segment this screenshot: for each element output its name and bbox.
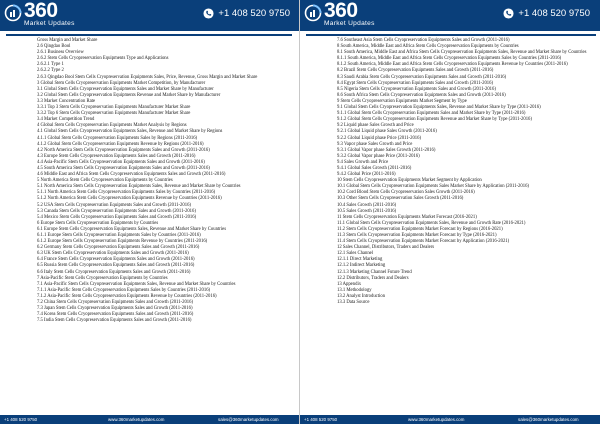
header-phone[interactable] [503,8,590,19]
toc-entry: 4.1.1 Global Stem Cells Cryopreservation Equipments Sales by Regions (2011-2016) [37,135,198,141]
toc-entry: 13.2 Analyst Introduction [337,293,386,299]
footer-email[interactable]: sales@360marketupdates.com [518,417,579,422]
toc-entry: 13.1 Methodology [337,287,372,293]
header-phone[interactable] [203,8,290,19]
toc-entry: 13.3 Data Source [337,300,370,306]
toc-entry: 2.6.3 Qingdao Bool Stem Cells Cryopreservation Equipments Sales, Price, Revenue, Gross Margin and Market Share [37,74,258,80]
toc-entry: 7 Asia-Pacific Stem Cells Cryopreservation Equipments by Countries [37,275,168,281]
toc-entry: 9.2 Liquid phase Sales Growth and Price [337,123,414,129]
toc-entry: 8.1.1 South America, Middle East and Africa Stem Cells Cryopreservation Equipments Sales by Countries (2011-2016) [337,56,562,62]
toc-entry: 3.4 Market Competition Trend [37,117,95,123]
toc-entry: 7.1.2 Asia-Pacific Stem Cells Cryopreservation Equipments Revenue by Countries (2011-2016) [37,293,217,299]
toc-entry: 5.1 North America Stem Cells Cryopreservation Equipments Sales, Revenue and Market Share by Countries [37,184,241,190]
right-page [300,0,600,424]
logo-mark-icon [304,4,322,22]
toc-entry: 10.3 Other Stem Cells Cryopreservation Sales Growth (2011-2016) [337,196,464,202]
page-header [300,0,600,31]
toc-entry: 7.4 Korea Stem Cells Cryopreservation Equipments Sales and Growth (2011-2016) [37,312,194,318]
toc-entry: 9.4.1 Global Sales Growth (2011-2016) [337,165,412,171]
phone-number: +1 408 520 9750 [218,8,290,19]
toc-entry: 7.3 Japan Stem Cells Cryopreservation Equipments Sales and Growth (2011-2016) [37,306,193,312]
table-of-contents [37,38,287,324]
logo-mark-icon [4,4,22,22]
toc-entry: 4.3 Europe Stem Cells Cryopreservation Equipments Sales and Growth (2011-2016) [37,153,196,159]
toc-entry: Gross Margin and Market Share [37,38,98,43]
page-footer [300,415,600,424]
footer-website[interactable]: www.360marketupdates.com [108,417,165,422]
toc-entry: 5.2 USA Stem Cells Cryopreservation Equipments Sales and Growth (2011-2016) [37,202,191,208]
toc-entry: 2.6 Qingdao Bool [37,44,71,50]
toc-entry: 12.1.2 Indirect Marketing [337,263,386,269]
toc-entry: 3 Global Stem Cells Cryopreservation Equipments Market Competition, by Manufacturer [37,80,206,86]
toc-entry: 6.1 Europe Stem Cells Cryopreservation Equipments Sales, Revenue and Market Share by Countries [37,226,227,232]
company-logo [304,2,388,29]
toc-entry: 8.3 Saudi Arabia Stem Cells Cryopreservation Equipments Sales and Growth (2011-2016) [337,74,507,80]
toc-entry: 12.1.1 Direct Marketing [337,257,383,263]
footer-website[interactable]: www.360marketupdates.com [408,417,465,422]
footer-phone[interactable]: +1 408 520 9750 [4,417,38,422]
page-footer [0,415,300,424]
toc-entry: 3.3.1 Top 3 Stem Cells Cryopreservation Equipments Manufacturer Market Share [37,105,191,111]
toc-entry: 11.4 Stem Cells Cryopreservation Equipments Market Forecast by Application (2016-2021) [337,239,510,245]
toc-entry: 11 Stem Cells Cryopreservation Equipments Market Forecast (2016-2021) [337,214,477,220]
toc-entry: 9.3 Vapor phase Sales Growth and Price [337,141,413,147]
logo-number: 360 [24,0,58,22]
toc-entry: 6.3 UK Stem Cells Cryopreservation Equipments Sales and Growth (2011-2016) [37,251,189,257]
toc-entry: 9.4 Sales Growth and Price [337,159,389,165]
toc-entry: 7.1.1 Asia-Pacific Stem Cells Cryopreservation Equipments Sales by Countries (2011-2016) [37,287,211,293]
toc-entry: 6.1.1 Europe Stem Cells Cryopreservation Equipments Sales by Countries (2011-2016) [37,233,201,238]
toc-entry: 9.3.1 Global Vapor phase Sales Growth (2011-2016) [337,147,436,153]
toc-entry: 2.6.2.1 Type 1 [37,62,64,68]
toc-entry: 5.3 Canada Stem Cells Cryopreservation Equipments Sales and Growth (2011-2016) [37,208,196,214]
toc-entry: 7.1 Asia-Pacific Stem Cells Cryopreservation Equipments Sales, Revenue and Market Share by Countries [37,281,236,287]
toc-entry: 7.2 China Stem Cells Cryopreservation Equipments Sales and Growth (2011-2016) [37,300,194,306]
toc-entry: 3.3.2 Top 6 Stem Cells Cryopreservation Equipments Manufacturer Market Share [37,111,191,117]
header-divider [306,34,596,36]
logo-text: Market Updates [24,20,75,27]
toc-entry: 4.6 Middle East and Africa Stem Cells Cryopreservation Equipments Sales and Growth (2011-2016) [37,172,226,178]
logo-number: 360 [324,0,358,22]
toc-entry: 6.1.2 Europe Stem Cells Cryopreservation Equipments Revenue by Countries (2011-2016) [37,239,208,245]
toc-entry: 6.2 Germany Stem Cells Cryopreservation Equipments Sales and Growth (2011-2016) [37,245,200,251]
toc-entry: 12.2 Distributors, Traders and Dealers [337,275,409,281]
toc-entry: 2.6.1 Business Overview [37,50,84,56]
toc-entry: 9.2.2 Global Liquid phase Price (2011-2016) [337,135,422,141]
toc-entry: 8.4 Egypt Stem Cells Cryopreservation Equipments Sales and Growth (2011-2016) [337,80,494,86]
toc-entry: 5.1.2 North America Stem Cells Cryopreservation Equipments Revenue by Countries (2011-2016) [37,196,222,202]
toc-entry: 10 Stem Cells Cryopreservation Equipments Market Segment by Application [337,178,482,184]
toc-entry: 4.2 North America Stem Cells Cryopreservation Equipments Sales and Growth (2011-2016) [37,147,210,153]
toc-entry: 6.5 Russia Stem Cells Cryopreservation Equipments Sales and Growth (2011-2016) [37,263,195,269]
toc-entry: 5 North America Stem Cells Cryopreservation Equipments by Countries [37,178,173,184]
toc-entry: 3.1 Global Stem Cells Cryopreservation Equipments Sales and Market Share by Manufacturer [37,86,214,92]
toc-entry: 9 Stem Cells Cryopreservation Equipments Market Segment by Type [337,98,467,104]
footer-phone[interactable]: +1 408 520 9750 [304,417,338,422]
toc-entry: 9.1 Global Stem Cells Cryopreservation Equipments Sales, Revenue and Market Share by Type (2011-2016) [337,105,541,111]
phone-number: +1 408 520 9750 [518,8,590,19]
logo-text: Market Updates [324,20,375,27]
toc-entry: 12 Sales Channel, Distributors, Traders and Dealers [337,245,435,251]
toc-entry: 6 Europe Stem Cells Cryopreservation Equipments by Countries [37,220,159,226]
toc-entry: 8.5 Nigeria Stem Cells Cryopreservation Equipments Sales and Growth (2011-2016) [337,86,496,92]
phone-icon [203,8,214,19]
toc-entry: 2.6.2.2 Type 2 [37,68,64,74]
toc-entry: 9.1.1 Global Stem Cells Cryopreservation Equipments Sales and Market Share by Type (2011-2016) [337,111,526,117]
toc-entry: 7.5 India Stem Cells Cryopreservation Equipments Sales and Growth (2011-2016) [37,318,192,324]
toc-entry: 9.3.2 Global Vapor phase Price (2011-2016) [337,153,420,159]
toc-entry: 8.1 South America, Middle East and Africa Stem Cells Cryopreservation Equipments Sales, Revenue and Market Share by Countries [337,50,587,56]
company-logo [4,2,88,29]
toc-entry: 8 South America, Middle East and Africa Stem Cells Cryopreservation Equipments by Countries [337,44,519,50]
page-header [0,0,300,31]
toc-entry: 6.4 France Stem Cells Cryopreservation Equipments Sales and Growth (2011-2016) [37,257,195,263]
toc-entry: 13 Appendix [337,281,362,287]
table-of-contents [337,38,587,306]
phone-icon [503,8,514,19]
toc-entry: 6.6 Italy Stem Cells Cryopreservation Equipments Sales and Growth (2011-2016) [37,269,191,275]
footer-email[interactable]: sales@360marketupdates.com [218,417,279,422]
toc-entry: 4.1.2 Global Stem Cells Cryopreservation Equipments Revenue by Regions (2011-2016) [37,141,204,147]
toc-entry: 11.2 Stem Cells Cryopreservation Equipments Market Forecast by Regions (2016-2021) [337,226,503,232]
toc-entry: 4.5 South America Stem Cells Cryopreservation Equipments Sales and Growth (2011-2016) [37,165,210,171]
toc-entry: 9.1.2 Global Stem Cells Cryopreservation Equipments Revenue and Market Share by Type (2011-2016) [337,117,532,123]
toc-entry: 5.4 Mexico Stem Cells Cryopreservation Equipments Sales and Growth (2011-2016) [37,214,197,220]
toc-entry: 3.2 Global Stem Cells Cryopreservation Equipments Revenue and Market Share by Manufacturer [37,92,221,98]
toc-entry: 4.4 Asia-Pacific Stem Cells Cryopreservation Equipments Sales and Growth (2011-2016) [37,159,205,165]
header-divider [6,34,292,36]
toc-entry: 10.1 Global Stem Cells Cryopreservation Equipments Sales Market Share by Application (2011-2016) [337,184,529,190]
toc-entry: 7.6 Southeast Asia Stem Cells Cryopreservation Equipments Sales and Growth (2011-2016) [337,38,510,43]
toc-entry: 12.1.3 Marketing Channel Future Trend [337,269,412,275]
toc-entry: 5.1.1 North America Stem Cells Cryopreservation Equipments Sales by Countries (2011-2016) [37,190,216,196]
toc-entry: 11.1 Global Stem Cells Cryopreservation Equipments Sales, Revenue and Growth Rate (2016-2021) [337,220,526,226]
toc-entry: 10.5 Sales Growth (2011-2016) [337,208,397,214]
toc-entry: 3.3 Market Concentration Rate [37,98,96,104]
toc-entry: 11.3 Stem Cells Cryopreservation Equipments Market Forecast by Type (2016-2021) [337,233,497,238]
toc-entry: 4.1 Global Stem Cells Cryopreservation Equipments Sales, Revenue and Market Share by Regions [37,129,223,135]
toc-entry: 9.2.1 Global Liquid phase Sales Growth (2011-2016) [337,129,437,135]
toc-entry: 10.4 Sales Growth (2011-2016) [337,202,397,208]
toc-entry: 4 Global Stem Cells Cryopreservation Equipments Market Analysis by Regions [37,123,187,129]
toc-entry: 12.1 Sales Channel [337,251,374,257]
toc-entry: 10.2 Cord Blood Stem Cells Cryopreservation Sales Growth (2011-2016) [337,190,475,196]
toc-entry: 9.4.2 Global Price (2011-2016) [337,172,396,178]
toc-entry: 8.1.2 South America, Middle East and Africa Stem Cells Cryopreservation Equipments Revenue by Countries (2011-2016) [337,62,568,68]
toc-entry: 2.6.2 Stem Cells Cryopreservation Equipments Type and Applications [37,56,169,62]
toc-entry: 8.2 Brazil Stem Cells Cryopreservation Equipments Sales and Growth (2011-2016) [337,68,494,74]
toc-entry: 8.6 South Africa Stem Cells Cryopreservation Equipments Sales and Growth (2011-2016) [337,92,506,98]
